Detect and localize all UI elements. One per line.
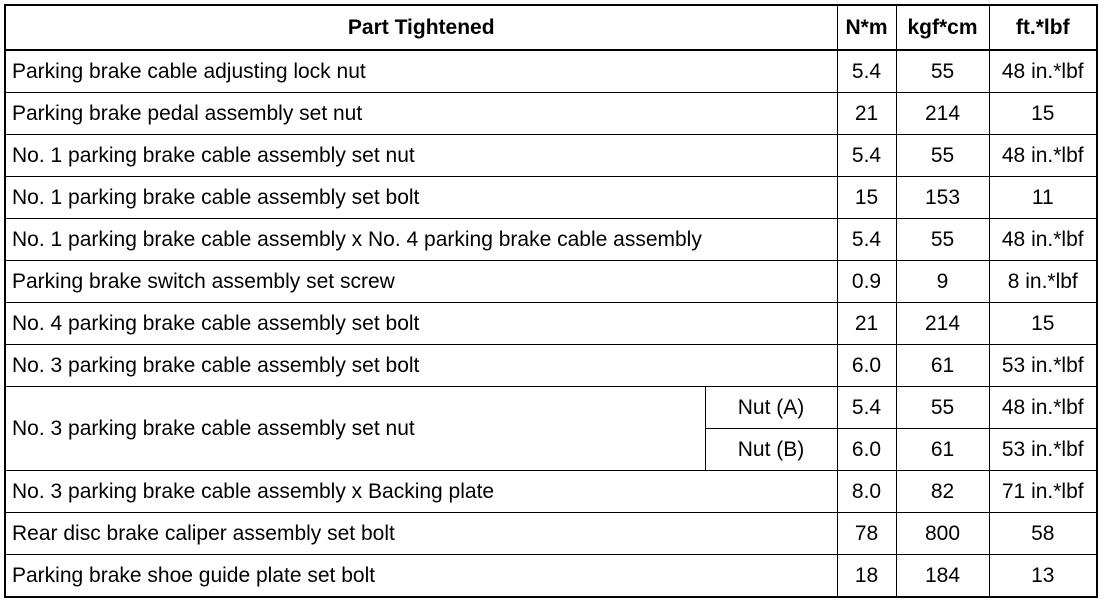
ftlbf-cell: 48 in.*lbf bbox=[989, 219, 1097, 261]
torque-spec-table bbox=[4, 4, 1098, 598]
kgfcm-cell: 55 bbox=[896, 50, 989, 93]
header-nm: N*m bbox=[837, 5, 896, 50]
sub-part-cell: Nut (A) bbox=[705, 387, 837, 429]
table-row bbox=[5, 471, 1097, 513]
part-cell: No. 3 parking brake cable assembly set nut bbox=[5, 387, 705, 471]
kgfcm-cell: 9 bbox=[896, 261, 989, 303]
ftlbf-cell: 15 bbox=[989, 93, 1097, 135]
kgfcm-cell: 800 bbox=[896, 513, 989, 555]
part-cell: Parking brake switch assembly set screw bbox=[5, 261, 837, 303]
ftlbf-cell: 48 in.*lbf bbox=[989, 50, 1097, 93]
part-cell: No. 3 parking brake cable assembly set bolt bbox=[5, 345, 837, 387]
table-row bbox=[5, 261, 1097, 303]
part-cell: No. 1 parking brake cable assembly x No. 4 parking brake cable assembly bbox=[5, 219, 837, 261]
table-row bbox=[5, 177, 1097, 219]
table-row bbox=[5, 93, 1097, 135]
ftlbf-cell: 8 in.*lbf bbox=[989, 261, 1097, 303]
table-row bbox=[5, 50, 1097, 93]
nm-cell: 6.0 bbox=[837, 345, 896, 387]
ftlbf-cell: 13 bbox=[989, 555, 1097, 598]
kgfcm-cell: 184 bbox=[896, 555, 989, 598]
nm-cell: 5.4 bbox=[837, 135, 896, 177]
kgfcm-cell: 61 bbox=[896, 429, 989, 471]
nm-cell: 8.0 bbox=[837, 471, 896, 513]
part-cell: Parking brake pedal assembly set nut bbox=[5, 93, 837, 135]
table-row bbox=[5, 555, 1097, 598]
ftlbf-cell: 53 in.*lbf bbox=[989, 429, 1097, 471]
ftlbf-cell: 71 in.*lbf bbox=[989, 471, 1097, 513]
table-row bbox=[5, 219, 1097, 261]
kgfcm-cell: 82 bbox=[896, 471, 989, 513]
part-cell: Parking brake cable adjusting lock nut bbox=[5, 50, 837, 93]
table-row-split-a bbox=[5, 387, 1097, 429]
part-cell: Rear disc brake caliper assembly set bolt bbox=[5, 513, 837, 555]
kgfcm-cell: 61 bbox=[896, 345, 989, 387]
part-cell: No. 3 parking brake cable assembly x Backing plate bbox=[5, 471, 837, 513]
nm-cell: 0.9 bbox=[837, 261, 896, 303]
nm-cell: 21 bbox=[837, 303, 896, 345]
ftlbf-cell: 48 in.*lbf bbox=[989, 387, 1097, 429]
kgfcm-cell: 153 bbox=[896, 177, 989, 219]
torque-table-wrapper bbox=[4, 4, 1098, 598]
ftlbf-cell: 53 in.*lbf bbox=[989, 345, 1097, 387]
sub-part-cell: Nut (B) bbox=[705, 429, 837, 471]
header-kgfcm: kgf*cm bbox=[896, 5, 989, 50]
part-cell: No. 1 parking brake cable assembly set bolt bbox=[5, 177, 837, 219]
table-row bbox=[5, 303, 1097, 345]
nm-cell: 18 bbox=[837, 555, 896, 598]
header-part: Part Tightened bbox=[5, 5, 837, 50]
kgfcm-cell: 214 bbox=[896, 93, 989, 135]
header-ftlbf: ft.*lbf bbox=[989, 5, 1097, 50]
table-row bbox=[5, 513, 1097, 555]
nm-cell: 78 bbox=[837, 513, 896, 555]
ftlbf-cell: 48 in.*lbf bbox=[989, 135, 1097, 177]
kgfcm-cell: 55 bbox=[896, 219, 989, 261]
part-cell: No. 1 parking brake cable assembly set nut bbox=[5, 135, 837, 177]
nm-cell: 5.4 bbox=[837, 50, 896, 93]
nm-cell: 5.4 bbox=[837, 387, 896, 429]
header-row bbox=[5, 5, 1097, 50]
nm-cell: 15 bbox=[837, 177, 896, 219]
table-row bbox=[5, 345, 1097, 387]
nm-cell: 21 bbox=[837, 93, 896, 135]
kgfcm-cell: 214 bbox=[896, 303, 989, 345]
part-cell: No. 4 parking brake cable assembly set bolt bbox=[5, 303, 837, 345]
kgfcm-cell: 55 bbox=[896, 387, 989, 429]
kgfcm-cell: 55 bbox=[896, 135, 989, 177]
table-row bbox=[5, 135, 1097, 177]
ftlbf-cell: 11 bbox=[989, 177, 1097, 219]
nm-cell: 5.4 bbox=[837, 219, 896, 261]
part-cell: Parking brake shoe guide plate set bolt bbox=[5, 555, 837, 598]
ftlbf-cell: 15 bbox=[989, 303, 1097, 345]
ftlbf-cell: 58 bbox=[989, 513, 1097, 555]
nm-cell: 6.0 bbox=[837, 429, 896, 471]
